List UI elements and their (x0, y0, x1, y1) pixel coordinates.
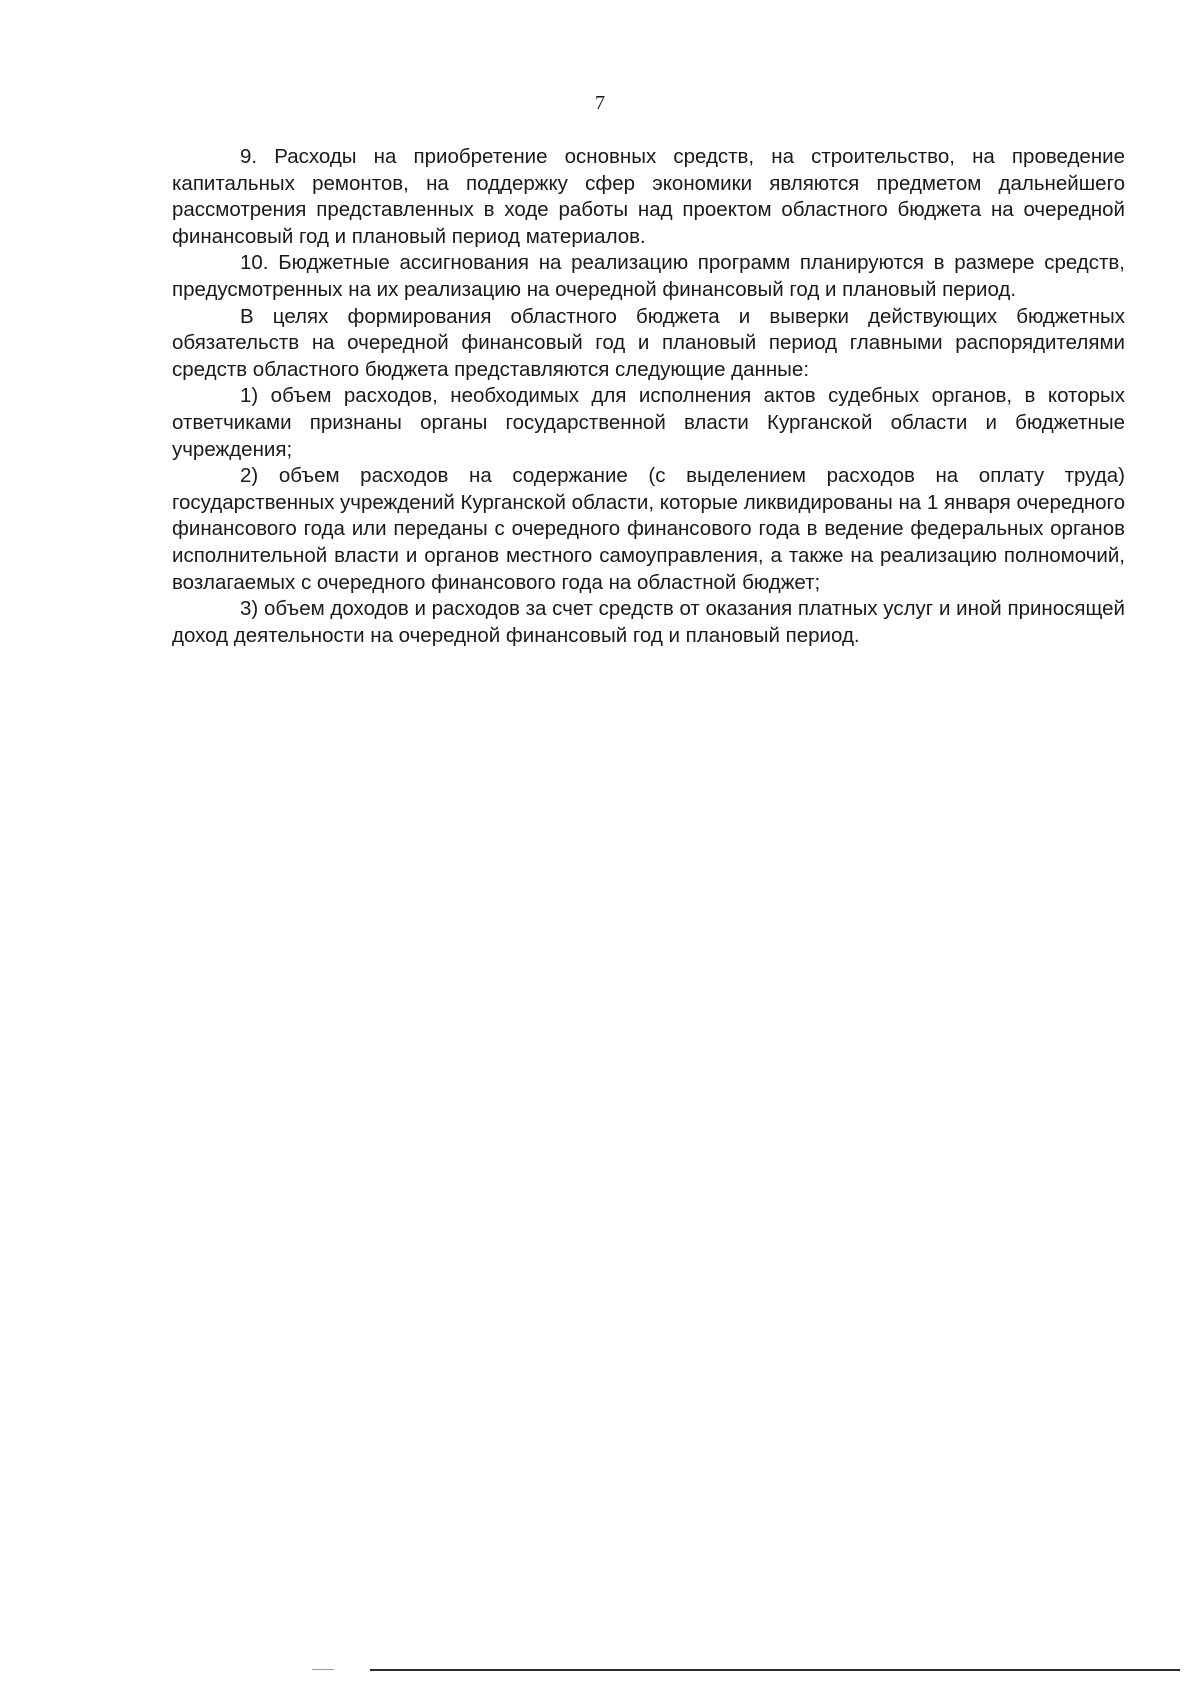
paragraph-item-10: 10. Бюджетные ассигнования на реализацию программ планируются в размере средств, предусмотренных на их реализацию на очередной финансовый год и плановый период. (172, 251, 1125, 301)
paragraph-data-intro: В целях формирования областного бюджета и выверки действующих бюджетных обязательств на очередной финансовый год и плановый период главными распорядителями средств областного бюджета представляются следующие данные: (172, 304, 1125, 381)
paragraph-subitem-3: 3) объем доходов и расходов за счет средств от оказания платных услуг и иной приносящей доход деятельности на очередной финансовый год и плановый период. (172, 597, 1125, 647)
paragraph-item-9: 9. Расходы на приобретение основных средств, на строительство, на проведение капитальных ремонтов, на поддержку сфер экономики являются предметом дальнейшего рассмотрения представленных в ходе работы над проектом областного бюджета на очередной финансовый год и плановый период материалов. (172, 145, 1125, 248)
document-body (172, 144, 1125, 649)
paragraph-subitem-1: 1) объем расходов, необходимых для исполнения актов судебных органов, в которых ответчиками признаны органы государственной власти Курганской области и бюджетные учреждения; (172, 384, 1125, 461)
page-number: 7 (595, 92, 605, 114)
footer-divider (370, 1669, 1180, 1671)
footer-divider-short (312, 1669, 334, 1670)
paragraph-subitem-2: 2) объем расходов на содержание (с выделением расходов на оплату труда) государственных учреждений Курганской области, которые ликвидированы на 1 января очередного финансового года или переданы с очередного финансового года в ведение федеральных органов исполнительной власти и органов местного самоуправления, а также на реализацию полномочий, возлагаемых с очередного финансового года на областной бюджет; (172, 464, 1125, 594)
